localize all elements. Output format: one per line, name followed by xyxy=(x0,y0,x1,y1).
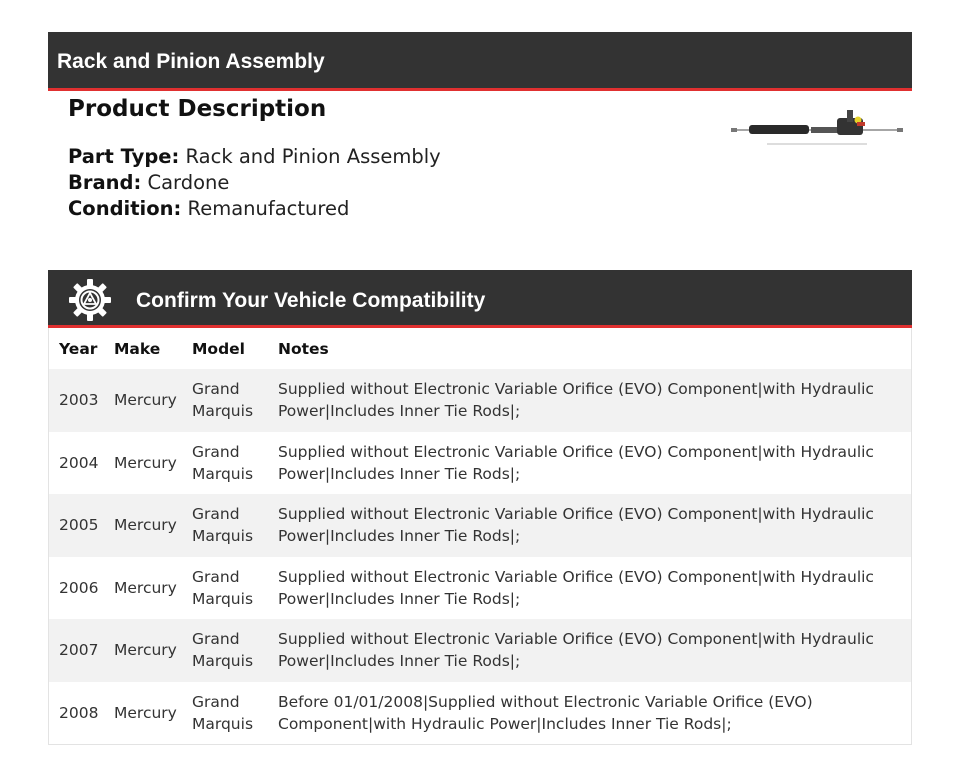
product-description xyxy=(68,96,441,222)
table-row xyxy=(49,494,911,557)
product-title-banner xyxy=(48,32,912,91)
product-title: Rack and Pinion Assembly xyxy=(57,50,325,73)
condition-row xyxy=(68,196,441,222)
cell-notes: Supplied without Electronic Variable Orifice (EVO) Component|with Hydraulic Power|Includes Inner Tie Rods|; xyxy=(278,630,874,671)
cell-model: Grand Marquis xyxy=(192,380,254,421)
description-fields xyxy=(68,144,441,222)
table-row xyxy=(49,619,911,682)
compatibility-title: Confirm Your Vehicle Compatibility xyxy=(136,289,486,312)
cell-make: Mercury xyxy=(114,453,177,472)
part-type-label: Part Type: xyxy=(68,145,180,168)
cell-model: Grand Marquis xyxy=(192,630,254,671)
compatibility-banner xyxy=(48,270,912,328)
part-type-row xyxy=(68,144,441,170)
col-notes: Notes xyxy=(278,339,329,358)
condition-value: Remanufactured xyxy=(187,197,350,220)
col-model: Model xyxy=(192,339,245,358)
cell-year: 2004 xyxy=(59,453,99,472)
cell-notes: Supplied without Electronic Variable Orifice (EVO) Component|with Hydraulic Power|Includes Inner Tie Rods|; xyxy=(278,380,874,421)
gear-icon xyxy=(67,277,113,323)
brand-row xyxy=(68,170,441,196)
cell-year: 2006 xyxy=(59,578,99,597)
description-heading: Product Description xyxy=(68,96,327,122)
cell-model: Grand Marquis xyxy=(192,692,254,733)
cell-year: 2003 xyxy=(59,391,99,410)
cell-notes: Supplied without Electronic Variable Orifice (EVO) Component|with Hydraulic Power|Includes Inner Tie Rods|; xyxy=(278,505,874,546)
cell-make: Mercury xyxy=(114,578,177,597)
col-year: Year xyxy=(59,339,98,358)
cell-model: Grand Marquis xyxy=(192,442,254,483)
table-header-row xyxy=(49,328,911,369)
col-make: Make xyxy=(114,339,161,358)
product-image xyxy=(727,104,907,150)
cell-make: Mercury xyxy=(114,641,177,660)
cell-year: 2007 xyxy=(59,641,99,660)
part-type-value: Rack and Pinion Assembly xyxy=(185,145,441,168)
compatibility-table xyxy=(49,328,911,744)
cell-make: Mercury xyxy=(114,391,177,410)
brand-value: Cardone xyxy=(147,171,230,194)
table-row xyxy=(49,682,911,745)
cell-make: Mercury xyxy=(114,516,177,535)
table-row xyxy=(49,557,911,620)
compatibility-table-container xyxy=(48,328,912,745)
cell-year: 2005 xyxy=(59,516,99,535)
condition-label: Condition: xyxy=(68,197,182,220)
cell-notes: Supplied without Electronic Variable Orifice (EVO) Component|with Hydraulic Power|Includes Inner Tie Rods|; xyxy=(278,442,874,483)
brand-label: Brand: xyxy=(68,171,142,194)
cell-model: Grand Marquis xyxy=(192,505,254,546)
cell-model: Grand Marquis xyxy=(192,567,254,608)
table-row xyxy=(49,432,911,495)
cell-make: Mercury xyxy=(114,703,177,722)
table-row xyxy=(49,369,911,432)
cell-notes: Before 01/01/2008|Supplied without Electronic Variable Orifice (EVO) Component|with Hydraulic Power|Includes Inner Tie Rods|; xyxy=(278,692,813,733)
cell-year: 2008 xyxy=(59,703,99,722)
cell-notes: Supplied without Electronic Variable Orifice (EVO) Component|with Hydraulic Power|Includes Inner Tie Rods|; xyxy=(278,567,874,608)
